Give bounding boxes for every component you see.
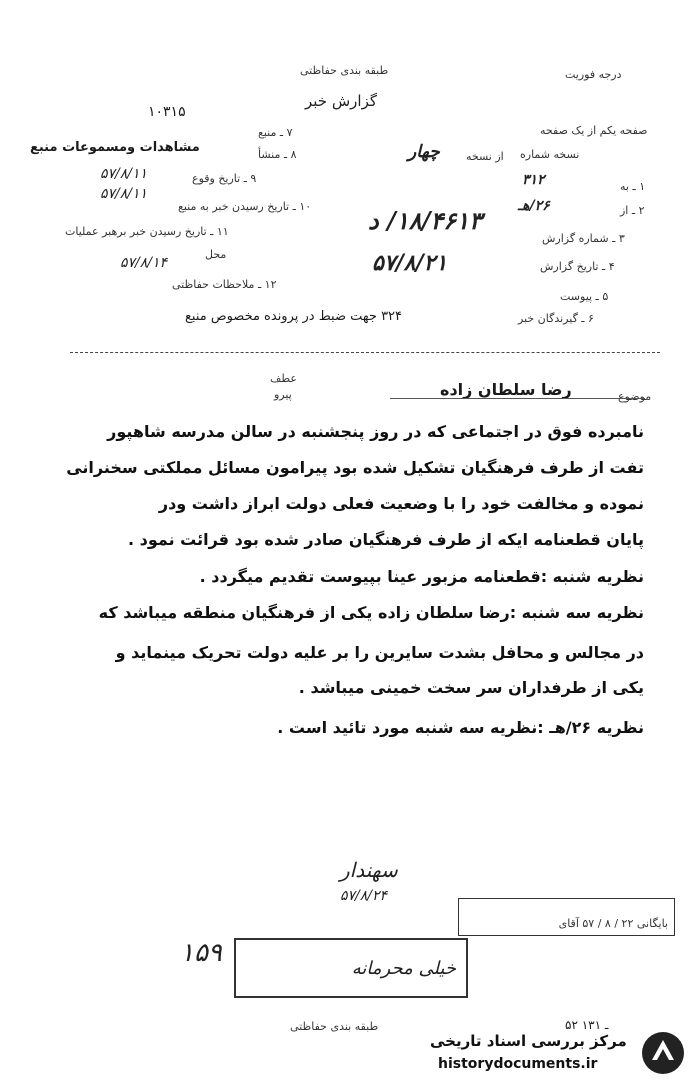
watermark-logo-icon — [640, 1030, 686, 1076]
body-line-3: نموده و مخالفت خود را با وضعیت فعلی دولت ابراز داشت ودر — [158, 494, 644, 513]
subject-label: موضوع — [618, 390, 652, 403]
field-11: ۱۱ ـ تاریخ رسیدن خبر برهبر عملیات — [65, 225, 229, 238]
body-line-9: نظریه ۲۶/هـ :نظریه سه شنبه مورد تائید است . — [277, 718, 644, 737]
body-line-1: نامبرده فوق در اجتماعی که در روز پنجشنبه در سالن مدرسه شاهپور — [107, 422, 644, 441]
field-1: ۱ ـ به — [620, 180, 646, 193]
classification-top: طبقه بندی حفاظتی — [300, 64, 389, 77]
report-date: ۵۷/۸/۲۱ — [372, 250, 448, 276]
left-handwritten-number: ۱۵۹ — [180, 938, 222, 968]
header-divider — [70, 352, 660, 353]
place-label: محل — [205, 248, 227, 261]
priority-label: درجه فوریت — [565, 68, 622, 81]
field-10: ۱۰ ـ تاریخ رسیدن خبر به منبع — [178, 200, 312, 213]
signature-date: ۵۷/۸/۲۴ — [340, 888, 388, 904]
date-received-source: ۵۷/۸/۱۱ — [100, 186, 148, 202]
copy-of: از نسخه — [466, 150, 504, 163]
to-value: ۳۱۲ — [522, 172, 545, 188]
classification-bottom: طبقه بندی حفاظتی — [290, 1020, 379, 1033]
handwritten-box: خیلی محرمانه — [234, 938, 468, 998]
subject-underline — [390, 398, 645, 399]
watermark-org-name: مرکز بررسی اسناد تاریخی — [430, 1032, 627, 1050]
field-4: ۴ ـ تاریخ گزارش — [540, 260, 615, 273]
attachment-label: عطف — [270, 372, 297, 385]
body-line-8: یکی از طرفداران سر سخت خمینی میباشد . — [298, 678, 644, 697]
recipients-value: ۳۲۴ جهت ضبط در پرونده مخصوص منبع — [185, 309, 403, 324]
date-received-ops: ۵۷/۸/۱۴ — [120, 255, 168, 271]
report-number: ۱۸/۴۶۱۳/ د — [368, 206, 482, 235]
field-5: ۵ ـ پیوست — [560, 290, 609, 303]
field-8: ۸ ـ منشأ — [258, 148, 297, 161]
body-line-2: تفت از طرف فرهنگیان تشکیل شده بود پیرامون مسائل مملکتی سخنرانی — [66, 458, 644, 477]
body-line-7: در مجالس و محافل بشدت سایرین را بر علیه دولت تحریک مینماید و — [115, 643, 644, 662]
copy-count: چهار — [408, 142, 440, 162]
body-line-4: پایان قطعنامه ایکه از طرف فرهنگیان صادر شده بود قرائت نمود . — [127, 530, 644, 549]
serial-number: ۱۰۳۱۵ — [148, 104, 186, 120]
copy-number: نسخه شماره — [520, 148, 580, 161]
field-6: ۶ ـ گیرندگان خبر — [518, 312, 594, 325]
report-title: گزارش خبر — [305, 92, 377, 110]
field-2: ۲ ـ از — [620, 204, 645, 217]
field-3: ۳ ـ شماره گزارش — [542, 232, 625, 245]
footer-code: ۵۲ ـ ۱۳۱ — [565, 1018, 609, 1032]
page-info: صفحه یکم از یک صفحه — [540, 124, 648, 137]
watermark-url: historydocuments.ir — [438, 1056, 598, 1072]
body-line-5: نظریه شنبه :قطعنامه مزبور عینا بپیوست تقدیم میگردد . — [199, 567, 644, 586]
follow-label: پیرو — [274, 388, 292, 401]
body-line-6: نظریه سه شنبه :رضا سلطان زاده یکی از فرهنگیان منطقه میباشد که — [98, 603, 644, 622]
signature-name: سهندار — [340, 858, 398, 882]
archive-stamp: بایگانی ۲۲ / ۸ / ۵۷ آقای — [458, 898, 675, 936]
field-12: ۱۲ ـ ملاحظات حفاظتی — [172, 278, 277, 291]
subject-value: رضا سلطان زاده — [440, 380, 572, 399]
field-7: ۷ ـ منبع — [258, 126, 293, 139]
date-occurrence: ۵۷/۸/۱۱ — [100, 166, 148, 182]
source-type: مشاهدات ومسموعات منبع — [30, 140, 200, 155]
field-9: ۹ ـ تاریخ وقوع — [192, 172, 257, 185]
from-value: ۲۶/هـ — [518, 198, 550, 214]
